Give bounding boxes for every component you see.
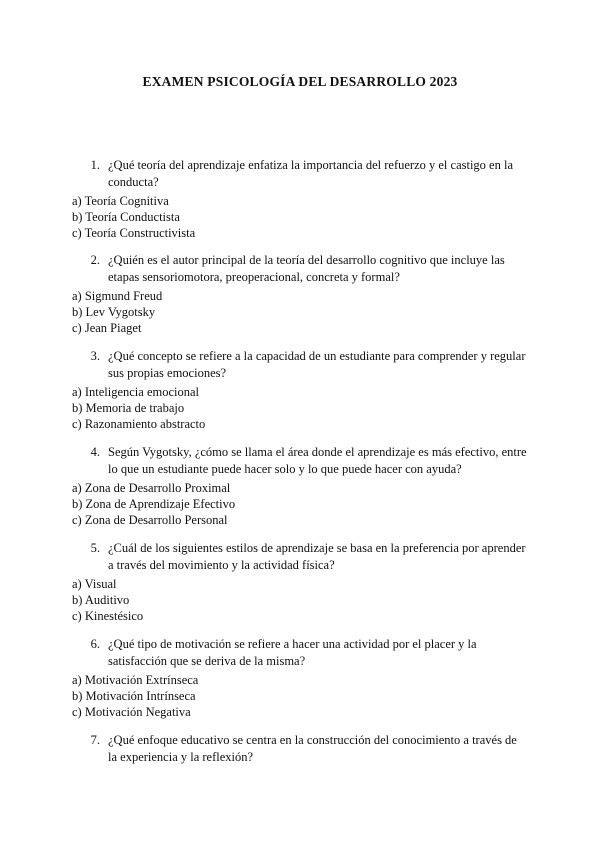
question-5: [0, 540, 600, 624]
question-text: ¿Quién es el autor principal de la teoría del desarrollo cognitivo que incluye las etapas sensoriomotora, preoperacional, concreta y formal?: [108, 253, 505, 284]
option-b: b) Teoría Conductista: [72, 210, 180, 224]
question-7: [0, 732, 600, 766]
question-text: Según Vygotsky, ¿cómo se llama el área donde el aprendizaje es más efectivo, entre lo que un estudiante puede hacer solo y lo que puede hacer con ayuda?: [108, 445, 527, 476]
question-text: ¿Qué tipo de motivación se refiere a hacer una actividad por el placer y la satisfacción que se deriva de la misma?: [108, 637, 477, 668]
option-b: b) Motivación Intrínseca: [72, 689, 196, 703]
option-c: c) Teoría Constructivista: [72, 226, 196, 240]
question-number: 4.: [90, 445, 100, 459]
option-a: a) Teoría Cognitiva: [72, 194, 169, 208]
option-a: a) Sigmund Freud: [72, 289, 163, 303]
question-number: 1.: [90, 158, 100, 172]
option-a: a) Motivación Extrínseca: [72, 673, 199, 687]
question-text: ¿Qué enfoque educativo se centra en la construcción del conocimiento a través de la experiencia y la reflexión?: [108, 733, 517, 764]
question-1: [0, 157, 600, 241]
question-text: ¿Cuál de los siguientes estilos de aprendizaje se basa en la preferencia por aprender a través del movimiento y la actividad física?: [108, 541, 526, 572]
option-c: c) Zona de Desarrollo Personal: [72, 513, 228, 527]
question-3: [0, 348, 600, 432]
question-number: 6.: [90, 637, 100, 651]
question-text: ¿Qué concepto se refiere a la capacidad de un estudiante para comprender y regular sus propias emociones?: [108, 349, 526, 380]
question-text: ¿Qué teoría del aprendizaje enfatiza la importancia del refuerzo y el castigo en la conducta?: [108, 158, 513, 189]
question-2: [0, 252, 600, 336]
option-b: b) Auditivo: [72, 593, 130, 607]
option-c: c) Motivación Negativa: [72, 705, 191, 719]
option-c: c) Jean Piaget: [72, 321, 142, 335]
option-c: c) Kinestésico: [72, 609, 144, 623]
question-number: 5.: [90, 541, 100, 555]
option-c: c) Razonamiento abstracto: [72, 417, 206, 431]
option-a: a) Visual: [72, 577, 117, 591]
option-a: a) Inteligencia emocional: [72, 385, 200, 399]
option-b: b) Lev Vygotsky: [72, 305, 156, 319]
option-a: a) Zona de Desarrollo Proximal: [72, 481, 231, 495]
page-title: EXAMEN PSICOLOGÍA DEL DESARROLLO 2023: [142, 74, 458, 89]
question-number: 7.: [90, 733, 100, 747]
question-6: [0, 636, 600, 720]
question-4: [0, 444, 600, 528]
option-b: b) Memoria de trabajo: [72, 401, 185, 415]
option-b: b) Zona de Aprendizaje Efectivo: [72, 497, 236, 511]
question-number: 3.: [90, 349, 100, 363]
question-number: 2.: [90, 253, 100, 267]
